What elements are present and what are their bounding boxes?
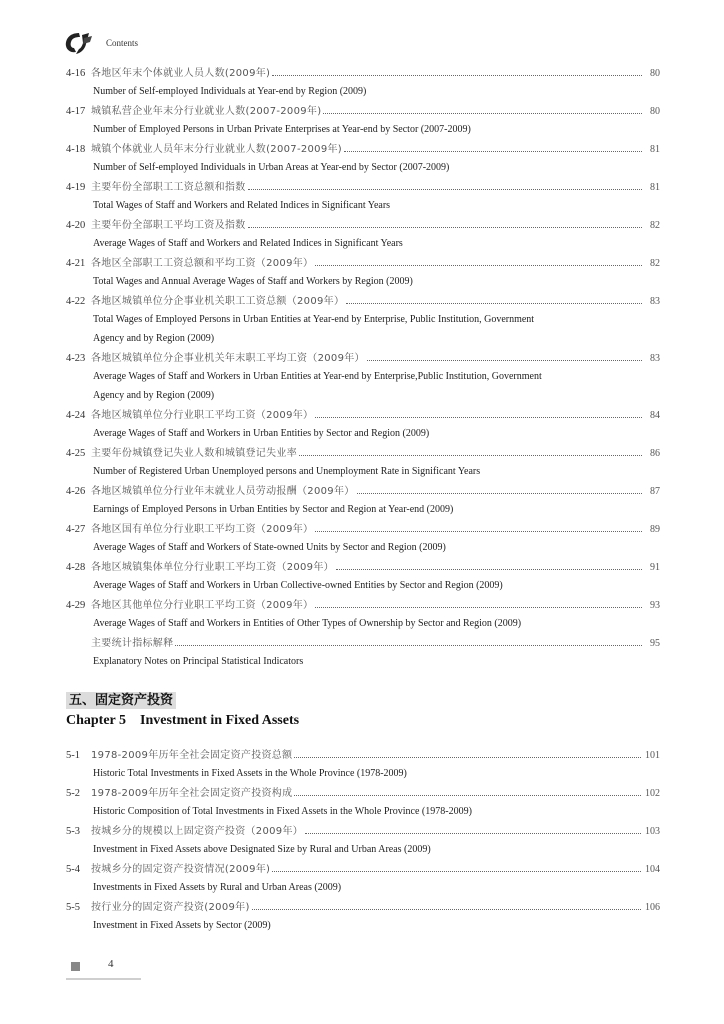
entry-number: 4-18 xyxy=(66,144,86,155)
toc-entry[interactable] xyxy=(66,178,660,216)
toc-entry[interactable] xyxy=(66,64,660,102)
entry-title-en: Earnings of Employed Persons in Urban Entities by Sector and Region at Year-end (2009) xyxy=(93,504,454,515)
dot-leader xyxy=(272,870,641,872)
entry-number: 4-24 xyxy=(66,410,86,421)
dot-leader xyxy=(248,226,643,228)
entry-number: 5-4 xyxy=(66,864,80,875)
chapter-title-zh: 五、固定资产投资 xyxy=(66,692,176,709)
entry-title-en: Investments in Fixed Assets by Rural and Urban Areas (2009) xyxy=(93,882,342,893)
entry-title-en: Average Wages of Staff and Workers of State-owned Units by Sector and Region (2009) xyxy=(93,542,446,553)
toc-entry[interactable] xyxy=(66,596,660,634)
dot-leader xyxy=(367,359,642,361)
dot-leader xyxy=(299,454,642,456)
entry-number: 4-21 xyxy=(66,258,86,269)
entry-title-zh: 各地区城镇单位分行业年末就业人员劳动报酬（2009年） xyxy=(91,486,355,497)
dot-leader xyxy=(175,644,642,646)
toc-entry-title-line xyxy=(66,216,660,235)
entry-number: 4-25 xyxy=(66,448,86,459)
entry-title-zh: 各地区城镇单位分企事业机关职工工资总额（2009年） xyxy=(91,296,345,307)
entry-page-number: 86 xyxy=(650,448,660,459)
toc-entry-title-line xyxy=(66,822,660,841)
entry-page-number: 91 xyxy=(650,562,660,573)
publisher-logo-icon xyxy=(62,30,96,56)
entry-number: 4-16 xyxy=(66,68,86,79)
dot-leader xyxy=(294,756,641,758)
entry-title-en: Number of Self-employed Individuals in Urban Areas at Year-end by Sector (2007-2009) xyxy=(93,162,450,173)
entry-number: 4-27 xyxy=(66,524,86,535)
entry-title-zh: 城镇个体就业人员年末分行业就业人数(2007-2009年) xyxy=(91,144,343,155)
entry-title-zh: 各地区国有单位分行业职工平均工资（2009年） xyxy=(91,524,314,535)
entry-title-zh: 按城乡分的规模以上固定资产投资（2009年） xyxy=(91,826,304,837)
entry-page-number: 95 xyxy=(650,638,660,649)
toc-entry-title-line xyxy=(66,898,660,917)
entry-page-number: 102 xyxy=(645,788,660,799)
entry-number: 4-17 xyxy=(66,106,86,117)
toc-entry-title-line xyxy=(66,482,660,501)
entry-page-number: 87 xyxy=(650,486,660,497)
page-header xyxy=(60,28,660,58)
toc-entry[interactable] xyxy=(66,292,660,349)
entry-page-number: 106 xyxy=(645,902,660,913)
entry-title-zh: 主要年份全部职工工资总额和指数 xyxy=(91,182,246,193)
entry-title-zh: 各地区城镇单位分行业职工平均工资（2009年） xyxy=(91,410,314,421)
entry-title-en: Average Wages of Staff and Workers in Urban Collective-owned Entities by Sector and Region (2009) xyxy=(93,580,503,591)
entry-title-zh: 各地区年末个体就业人员人数(2009年) xyxy=(91,68,271,79)
toc-entry-title-line xyxy=(66,102,660,121)
dot-leader xyxy=(357,492,642,494)
toc-entry[interactable] xyxy=(66,482,660,520)
chapter-heading xyxy=(66,691,299,729)
toc-entry-title-line xyxy=(66,558,660,577)
dot-leader xyxy=(252,908,641,910)
toc-entry[interactable] xyxy=(66,216,660,254)
page-footer xyxy=(66,950,141,982)
entry-title-en: Historic Composition of Total Investments in Fixed Assets in the Whole Province (1978-2009) xyxy=(93,806,472,817)
entry-title-en: Average Wages of Staff and Workers in Entities of Other Types of Ownership by Sector and Region (2009) xyxy=(93,618,522,629)
entry-number: 4-19 xyxy=(66,182,86,193)
entry-title-zh: 主要统计指标解释 xyxy=(91,638,174,649)
header-title: Contents xyxy=(106,38,139,48)
entry-title-en: Number of Self-employed Individuals at Year-end by Region (2009) xyxy=(93,86,367,97)
entry-title-en: Investment in Fixed Assets above Designated Size by Rural and Urban Areas (2009) xyxy=(93,844,431,855)
entry-title-zh: 各地区城镇集体单位分行业职工平均工资（2009年） xyxy=(91,562,334,573)
entry-title-zh: 按行业分的固定资产投资(2009年) xyxy=(91,902,250,913)
dot-leader xyxy=(315,530,642,532)
toc-entry-title-line xyxy=(66,178,660,197)
toc-entry[interactable] xyxy=(66,102,660,140)
entry-title-zh: 各地区城镇单位分企事业机关年末职工平均工资（2009年） xyxy=(91,353,365,364)
entry-page-number: 89 xyxy=(650,524,660,535)
entry-title-en: Agency and by Region (2009) xyxy=(93,333,215,344)
entry-title-en: Historic Total Investments in Fixed Assets in the Whole Province (1978-2009) xyxy=(93,768,407,779)
toc-entry-title-line xyxy=(66,784,660,803)
dot-leader xyxy=(346,302,642,304)
entry-number: 4-28 xyxy=(66,562,86,573)
dot-leader xyxy=(305,832,641,834)
toc-entry[interactable] xyxy=(66,860,660,898)
entry-number: 4-26 xyxy=(66,486,86,497)
page-number: 4 xyxy=(108,958,114,970)
entry-title-en: Number of Registered Urban Unemployed persons and Unemployment Rate in Significant Years xyxy=(93,466,481,477)
entry-number: 5-1 xyxy=(66,750,80,761)
entry-title-zh: 1978-2009年历年全社会固定资产投资构成 xyxy=(91,788,293,799)
toc-entry[interactable] xyxy=(66,349,660,406)
entry-title-zh: 各地区全部职工工资总额和平均工资（2009年） xyxy=(91,258,314,269)
toc-entry-title-line xyxy=(66,634,660,653)
entry-page-number: 82 xyxy=(650,220,660,231)
entry-title-en: Investment in Fixed Assets by Sector (2009) xyxy=(93,920,271,931)
entry-page-number: 83 xyxy=(650,353,660,364)
entry-number: 4-23 xyxy=(66,353,86,364)
entry-title-zh: 1978-2009年历年全社会固定资产投资总额 xyxy=(91,750,293,761)
entry-page-number: 80 xyxy=(650,68,660,79)
entry-page-number: 82 xyxy=(650,258,660,269)
entry-page-number: 81 xyxy=(650,182,660,193)
toc-entry-title-line xyxy=(66,746,660,765)
entry-number: 4-29 xyxy=(66,600,86,611)
entry-number: 5-2 xyxy=(66,788,80,799)
toc-entry-title-line xyxy=(66,520,660,539)
entry-title-en: Total Wages of Employed Persons in Urban Entities at Year-end by Enterprise, Public Institution, Government xyxy=(93,314,535,325)
toc-entry[interactable] xyxy=(66,822,660,860)
toc-entry-title-line xyxy=(66,860,660,879)
footer-rule xyxy=(66,978,141,980)
entry-page-number: 103 xyxy=(645,826,660,837)
entry-page-number: 83 xyxy=(650,296,660,307)
toc-entry-title-line xyxy=(66,64,660,83)
toc-entry[interactable] xyxy=(66,406,660,444)
dot-leader xyxy=(315,416,642,418)
entry-number: 5-5 xyxy=(66,902,80,913)
entry-title-en: Average Wages of Staff and Workers in Urban Entities at Year-end by Enterprise,Public Institution, Government xyxy=(93,371,542,382)
entry-page-number: 101 xyxy=(645,750,660,761)
toc-entry-title-line xyxy=(66,140,660,159)
toc-entry-title-line xyxy=(66,349,660,368)
entry-page-number: 80 xyxy=(650,106,660,117)
entry-number: 5-3 xyxy=(66,826,80,837)
entry-title-en: Average Wages of Staff and Workers and Related Indices in Significant Years xyxy=(93,238,403,249)
dot-leader xyxy=(315,264,642,266)
entry-title-zh: 城镇私营企业年末分行业就业人数(2007-2009年) xyxy=(91,106,322,117)
table-of-contents xyxy=(66,64,660,672)
entry-page-number: 93 xyxy=(650,600,660,611)
toc-entry-title-line xyxy=(66,254,660,273)
entry-title-zh: 按城乡分的固定资产投资情况(2009年) xyxy=(91,864,271,875)
toc-entry[interactable] xyxy=(66,784,660,822)
dot-leader xyxy=(323,112,642,114)
footer-square-icon xyxy=(71,962,80,971)
entry-page-number: 81 xyxy=(650,144,660,155)
entry-page-number: 84 xyxy=(650,410,660,421)
entry-title-en: Explanatory Notes on Principal Statistical Indicators xyxy=(93,656,304,667)
dot-leader xyxy=(248,188,643,190)
toc-entry-title-line xyxy=(66,406,660,425)
dot-leader xyxy=(272,74,642,76)
entry-title-zh: 主要年份城镇登记失业人数和城镇登记失业率 xyxy=(91,448,297,459)
entry-number: 4-20 xyxy=(66,220,86,231)
entry-title-zh: 各地区其他单位分行业职工平均工资（2009年） xyxy=(91,600,314,611)
chapter-5-contents xyxy=(66,746,660,936)
entry-title-en: Average Wages of Staff and Workers in Urban Entities by Sector and Region (2009) xyxy=(93,428,430,439)
toc-entry[interactable] xyxy=(66,898,660,936)
toc-entry-title-line xyxy=(66,292,660,311)
dot-leader xyxy=(336,568,642,570)
toc-entry[interactable] xyxy=(66,634,660,672)
toc-entry[interactable] xyxy=(66,746,660,784)
toc-entry[interactable] xyxy=(66,140,660,178)
chapter-title-en: Chapter 5 Investment in Fixed Assets xyxy=(66,713,300,728)
toc-entry[interactable] xyxy=(66,444,660,482)
entry-page-number: 104 xyxy=(645,864,660,875)
entry-title-zh: 主要年份全部职工平均工资及指数 xyxy=(91,220,246,231)
entry-number: 4-22 xyxy=(66,296,86,307)
toc-entry[interactable] xyxy=(66,520,660,558)
toc-entry-title-line xyxy=(66,596,660,615)
dot-leader xyxy=(315,606,642,608)
entry-title-en: Agency and by Region (2009) xyxy=(93,390,215,401)
toc-entry[interactable] xyxy=(66,254,660,292)
entry-title-en: Total Wages of Staff and Workers and Related Indices in Significant Years xyxy=(93,200,391,211)
dot-leader xyxy=(294,794,641,796)
entry-title-en: Number of Employed Persons in Urban Private Enterprises at Year-end by Sector (2007-2009) xyxy=(93,124,471,135)
toc-entry-title-line xyxy=(66,444,660,463)
entry-title-en: Total Wages and Annual Average Wages of Staff and Workers by Region (2009) xyxy=(93,276,413,287)
dot-leader xyxy=(344,150,642,152)
toc-entry[interactable] xyxy=(66,558,660,596)
